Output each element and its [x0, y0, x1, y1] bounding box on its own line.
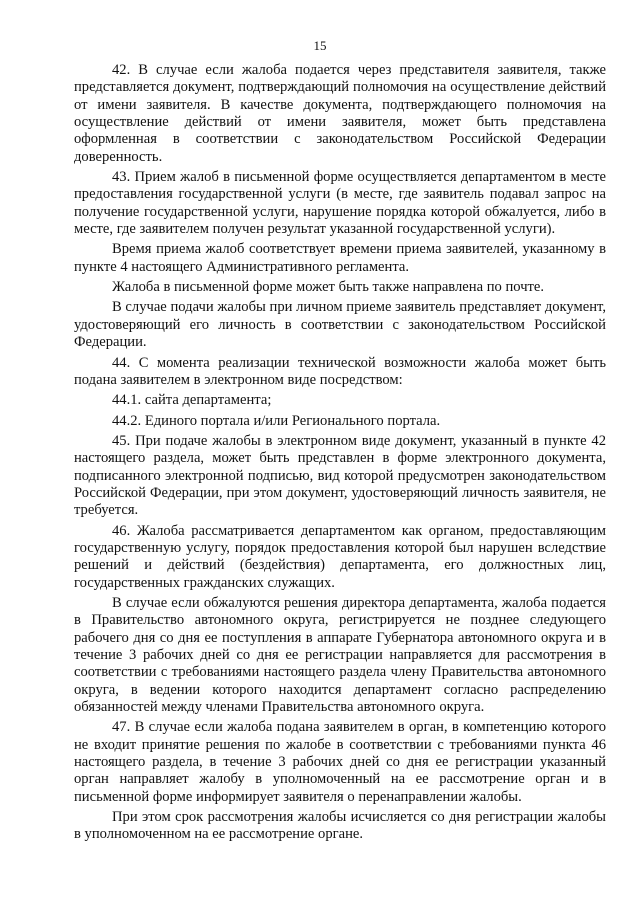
paragraph-45: 45. При подаче жалобы в электронном виде документ, указанный в пункте 42 настоящего раздела, может быть представлен в форме электронного документа, подписанного электронной подписью, вид которой предусмотрен законодательством Российской Федерации, при этом документ, удостоверяющий личность заявителя, не требуется. [74, 432, 606, 519]
paragraph-review-term: При этом срок рассмотрения жалобы исчисляется со дня регистрации жалобы в уполномоченном на ее рассмотрение органе. [74, 809, 606, 843]
paragraph-44-1: 44.1. сайта департамента; [112, 392, 272, 409]
paragraph-42: 42. В случае если жалоба подается через представителя заявителя, также представляется документ, подтверждающий полномочия на осуществление действий от имени заявителя. В качестве документа, подтверждающего полномочия на осуществление действий от имени заявителя, может быть представлена оформленная в соответствии с законодательством Российской Федерации доверенность. [74, 62, 606, 165]
document-body [74, 62, 606, 847]
paragraph-reception-time: Время приема жалоб соответствует времени приема заявителей, указанному в пункте 4 настоящего Административного регламента. [74, 241, 606, 275]
paragraph-43: 43. Прием жалоб в письменной форме осуществляется департаментом в месте предоставления государственной услуги (в месте, где заявитель подавал запрос на получение государственной услуги, нарушение порядка которой обжалуется, либо в месте, где заявителем получен результат указанной государственной услуги). [74, 169, 606, 238]
paragraph-44-2: 44.2. Единого портала и/или Регионального портала. [112, 412, 441, 429]
paragraph-44: 44. С момента реализации технической возможности жалоба может быть подана заявителем в электронном виде посредством: [74, 354, 606, 388]
paragraph-director-complaint: В случае если обжалуются решения директора департамента, жалоба подается в Правительство автономного округа, регистрируется не позднее следующего рабочего дня со дня ее поступления в аппарате Губернатора автономного округа и в течение 3 рабочих дней со дня ее регистрации направляется для рассмотрения в соответствии с требованиями настоящего раздела члену Правительства автономного округа, в ведении которого находится департамент согласно распределению обязанностей между членами Правительства автономного округа. [74, 594, 606, 716]
paragraph-46: 46. Жалоба рассматривается департаментом как органом, предоставляющим государственную услугу, порядок предоставления которой был нарушен вследствие решений и действий (бездействия) департамента, его должностных лиц, государственных гражданских служащих. [74, 522, 606, 591]
paragraph-post: Жалоба в письменной форме может быть также направлена по почте. [112, 279, 545, 296]
paragraph-personal-reception: В случае подачи жалобы при личном приеме заявитель представляет документ, удостоверяющий его личность в соответствии с законодательством Российской Федерации. [74, 299, 606, 351]
paragraph-47: 47. В случае если жалоба подана заявителем в орган, в компетенцию которого не входит принятие решения по жалобе в соответствии с требованиями пункта 46 настоящего раздела, в течение 3 рабочих дней со дня ее регистрации указанный орган направляет жалобу в уполномоченный на ее рассмотрение орган и в письменной форме информирует заявителя о перенаправлении жалобы. [74, 719, 606, 805]
page-number: 15 [313, 38, 327, 53]
